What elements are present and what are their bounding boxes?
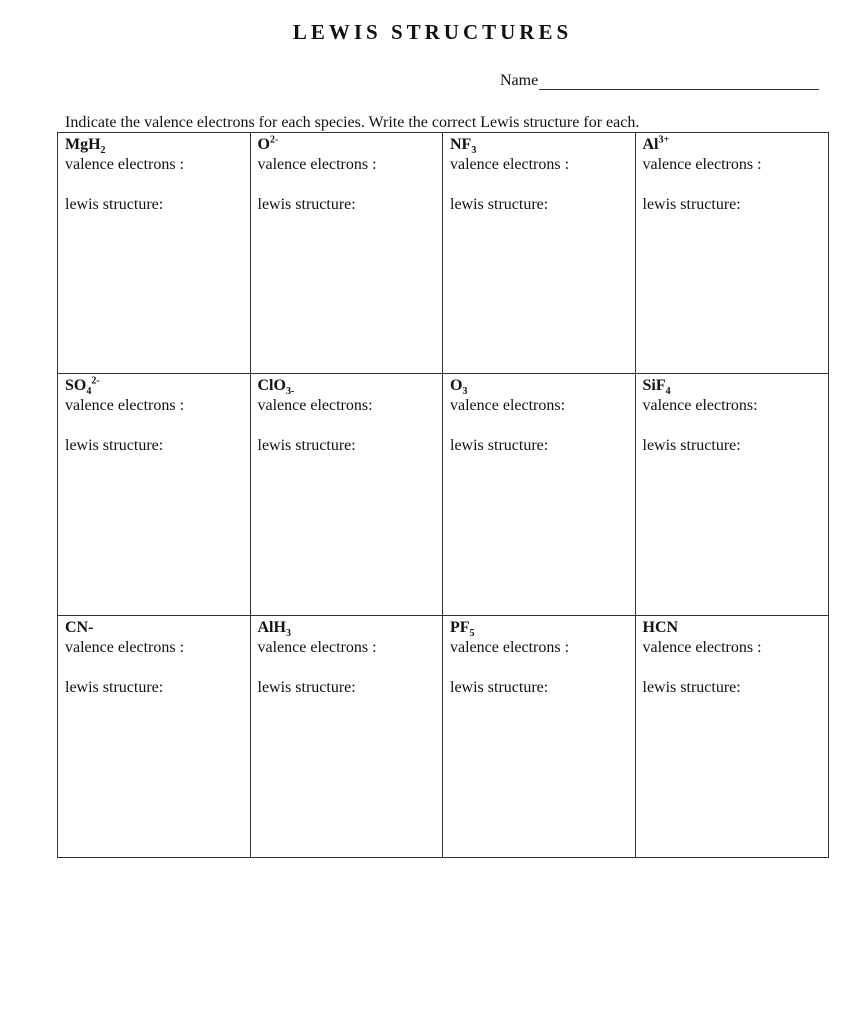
- species-cell[interactable]: [58, 374, 251, 615]
- lewis-structure-label: lewis structure:: [65, 678, 164, 696]
- page-title: LEWIS STRUCTURES: [292, 20, 573, 44]
- species-cell[interactable]: [443, 616, 636, 857]
- species-cell[interactable]: [636, 616, 829, 857]
- lewis-structure-label: lewis structure:: [450, 196, 549, 213]
- formula-text: MgH: [65, 136, 101, 153]
- valence-electrons-label: valence electrons:: [450, 397, 566, 415]
- lewis-structure-label: lewis structure:: [257, 437, 356, 455]
- species-formula: [643, 618, 822, 637]
- formula-superscript: 2-: [269, 134, 279, 146]
- valence-electrons-label: valence electrons :: [65, 638, 185, 656]
- species-cell[interactable]: [251, 133, 444, 374]
- lewis-structure-label: lewis structure:: [642, 196, 741, 213]
- formula-text: SiF: [642, 377, 666, 395]
- species-formula: [65, 618, 243, 637]
- species-formula: [642, 376, 822, 398]
- valence-electrons-label: valence electrons :: [642, 156, 762, 173]
- formula-text: NF: [450, 136, 472, 153]
- lewis-structure-label: lewis structure:: [65, 196, 164, 213]
- valence-electrons-label: valence electrons :: [642, 638, 762, 656]
- formula-text: Al: [642, 136, 659, 153]
- species-cell[interactable]: [58, 133, 251, 374]
- species-cell[interactable]: [443, 133, 636, 374]
- formula-subscript: 2: [100, 145, 106, 157]
- species-cell[interactable]: [443, 374, 636, 615]
- species-formula: [450, 135, 628, 157]
- lewis-structure-label: lewis structure:: [642, 678, 741, 696]
- formula-superscript: 3+: [658, 134, 670, 146]
- formula-subscript: 5: [469, 627, 475, 639]
- lewis-structure-label: lewis structure:: [450, 437, 549, 455]
- formula-text: O: [450, 377, 463, 395]
- name-field-row: [500, 72, 819, 90]
- species-formula: [450, 618, 628, 637]
- formula-text: O: [257, 136, 270, 153]
- species-cell[interactable]: [251, 616, 444, 857]
- species-formula: [258, 618, 436, 637]
- lewis-structure-label: lewis structure:: [450, 678, 549, 696]
- species-formula: [450, 376, 628, 398]
- species-formula: [65, 376, 243, 398]
- formula-subscript: 4: [86, 386, 92, 398]
- valence-electrons-label: valence electrons :: [257, 156, 377, 173]
- formula-text: SO: [65, 377, 87, 395]
- formula-subscript: 4: [665, 386, 671, 398]
- valence-electrons-label: valence electrons :: [450, 156, 570, 173]
- formula-subscript: 3: [285, 386, 291, 398]
- formula-subscript: 3: [285, 627, 291, 639]
- valence-electrons-label: valence electrons :: [65, 397, 185, 415]
- species-formula: [258, 135, 436, 154]
- name-blank-line[interactable]: [539, 73, 819, 90]
- species-cell[interactable]: [58, 616, 251, 857]
- formula-text: CN-: [65, 618, 94, 636]
- formula-subscript: -: [290, 386, 295, 398]
- name-label: Name: [500, 72, 539, 89]
- species-cell[interactable]: [636, 133, 829, 374]
- valence-electrons-label: valence electrons :: [257, 638, 377, 656]
- lewis-structure-label: lewis structure:: [642, 437, 741, 455]
- species-cell[interactable]: [251, 374, 444, 615]
- species-cell[interactable]: [636, 374, 829, 615]
- valence-electrons-label: valence electrons:: [642, 397, 758, 415]
- species-formula: [65, 135, 243, 157]
- formula-subscript: 3: [471, 145, 477, 157]
- formula-text: HCN: [642, 618, 679, 636]
- valence-electrons-label: valence electrons :: [450, 638, 570, 656]
- formula-superscript: 2-: [91, 376, 100, 387]
- formula-text: ClO: [257, 377, 286, 395]
- lewis-structure-label: lewis structure:: [257, 196, 356, 213]
- species-formula: [643, 135, 822, 154]
- lewis-structure-label: lewis structure:: [65, 437, 164, 455]
- instructions: Indicate the valence electrons for each species. Write the correct Lewis structure for each.: [65, 114, 640, 131]
- formula-text: AlH: [257, 618, 286, 636]
- species-grid: [57, 132, 829, 858]
- species-formula: [257, 376, 436, 398]
- valence-electrons-label: valence electrons :: [65, 156, 185, 173]
- lewis-structure-label: lewis structure:: [257, 678, 356, 696]
- formula-subscript: 3: [462, 386, 468, 398]
- valence-electrons-label: valence electrons:: [257, 397, 373, 415]
- formula-text: PF: [450, 618, 470, 636]
